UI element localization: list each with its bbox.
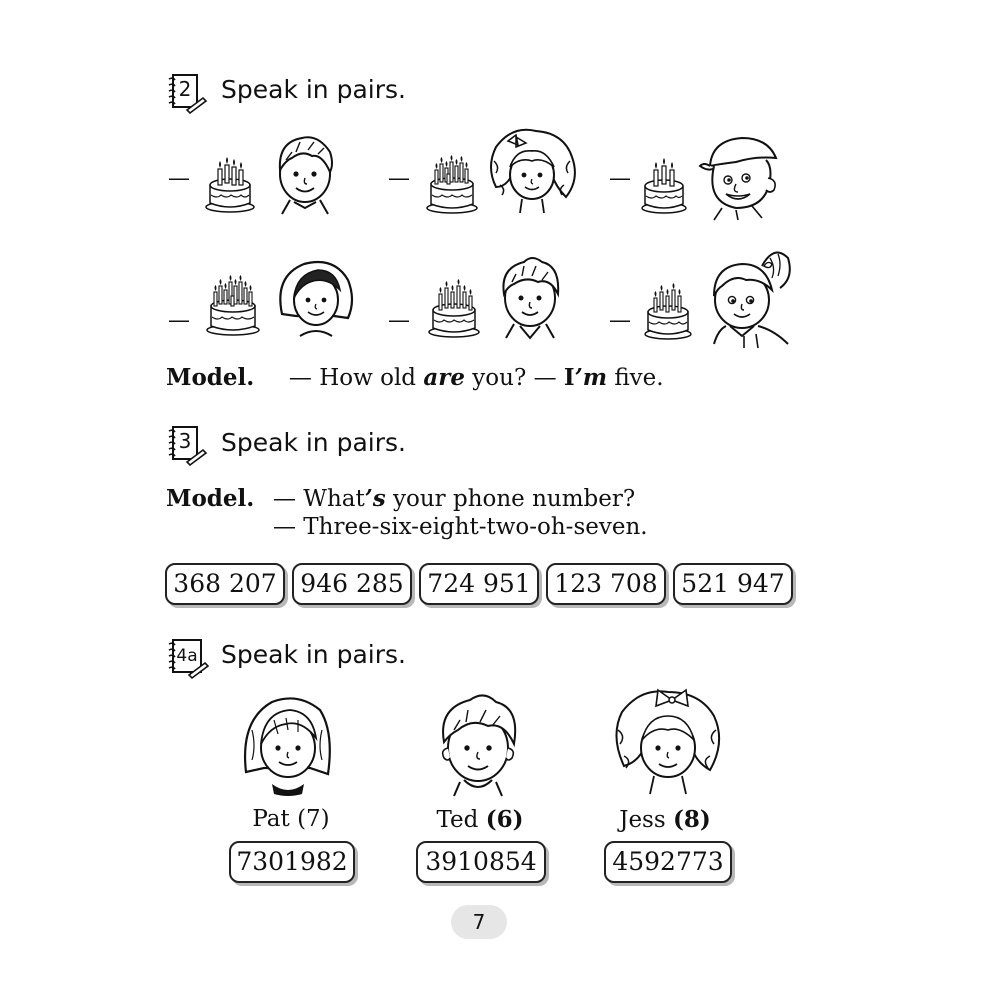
girl-curly-hair-face-icon [610, 686, 726, 798]
model-answer-emphasis: ’m [574, 364, 608, 391]
exercise-title: Speak in pairs. [221, 640, 406, 669]
birthday-cake-icon [644, 284, 692, 340]
dash: — [609, 308, 631, 333]
dash: — [168, 166, 190, 191]
phone-number-card: 123 708 [546, 563, 666, 605]
notebook-pencil-icon [165, 72, 207, 114]
girl-curly-hair-face-icon [486, 127, 578, 217]
boy-short-hair-face-icon [430, 690, 526, 798]
person-name: Pat (7) [252, 806, 330, 832]
birthday-cake-icon [426, 150, 478, 214]
phone-number-card: 368 207 [165, 563, 285, 605]
model-label: Model. [166, 364, 255, 391]
model-sentence [166, 364, 664, 391]
dash: — [609, 166, 631, 191]
dash: — [168, 308, 190, 333]
page-number: 7 [451, 905, 507, 939]
girl-ponytail-face-icon [704, 244, 794, 348]
model-line-2: — Three-six-eight-two-oh-seven. [273, 514, 648, 540]
boy-with-cap-face-icon [696, 132, 782, 222]
notebook-pencil-icon [165, 637, 207, 679]
model-question-end: you? — [465, 365, 564, 391]
dash: — [388, 308, 410, 333]
model-line-1: — What’s your phone number? [273, 485, 636, 512]
exercise-number: 4a [176, 646, 198, 666]
model-answer-end: five. [607, 365, 664, 391]
phone-number-card: 946 285 [292, 563, 412, 605]
person-name: Jess (8) [619, 806, 711, 833]
model-answer-start: I [563, 364, 575, 391]
phone-number-card: 7301982 [229, 841, 355, 883]
exercise-title: Speak in pairs. [221, 428, 406, 457]
phone-number-card: 4592773 [604, 841, 732, 883]
model-label: Model. [166, 485, 255, 512]
notebook-pencil-icon [165, 424, 207, 466]
boy-face-icon [272, 130, 338, 214]
exercise-number: 2 [178, 77, 192, 101]
person-name: Ted (6) [436, 806, 524, 833]
model-question-emphasis: are [423, 364, 465, 391]
birthday-cake-icon [205, 155, 255, 213]
exercise-number: 3 [178, 429, 192, 453]
phone-number-card: 521 947 [673, 563, 793, 605]
model-question-start: — How old [288, 365, 424, 391]
phone-number-card: 724 951 [419, 563, 539, 605]
boy-spiky-hair-face-icon [494, 254, 568, 340]
birthday-cake-icon [641, 158, 687, 214]
exercise-title: Speak in pairs. [221, 75, 406, 104]
birthday-cake-icon [428, 278, 480, 338]
dash: — [388, 166, 410, 191]
girl-bob-hair-face-icon [238, 690, 336, 798]
phone-number-card: 3910854 [416, 841, 546, 883]
birthday-cake-icon [206, 270, 260, 336]
girl-bob-hair-face-icon [274, 256, 356, 340]
